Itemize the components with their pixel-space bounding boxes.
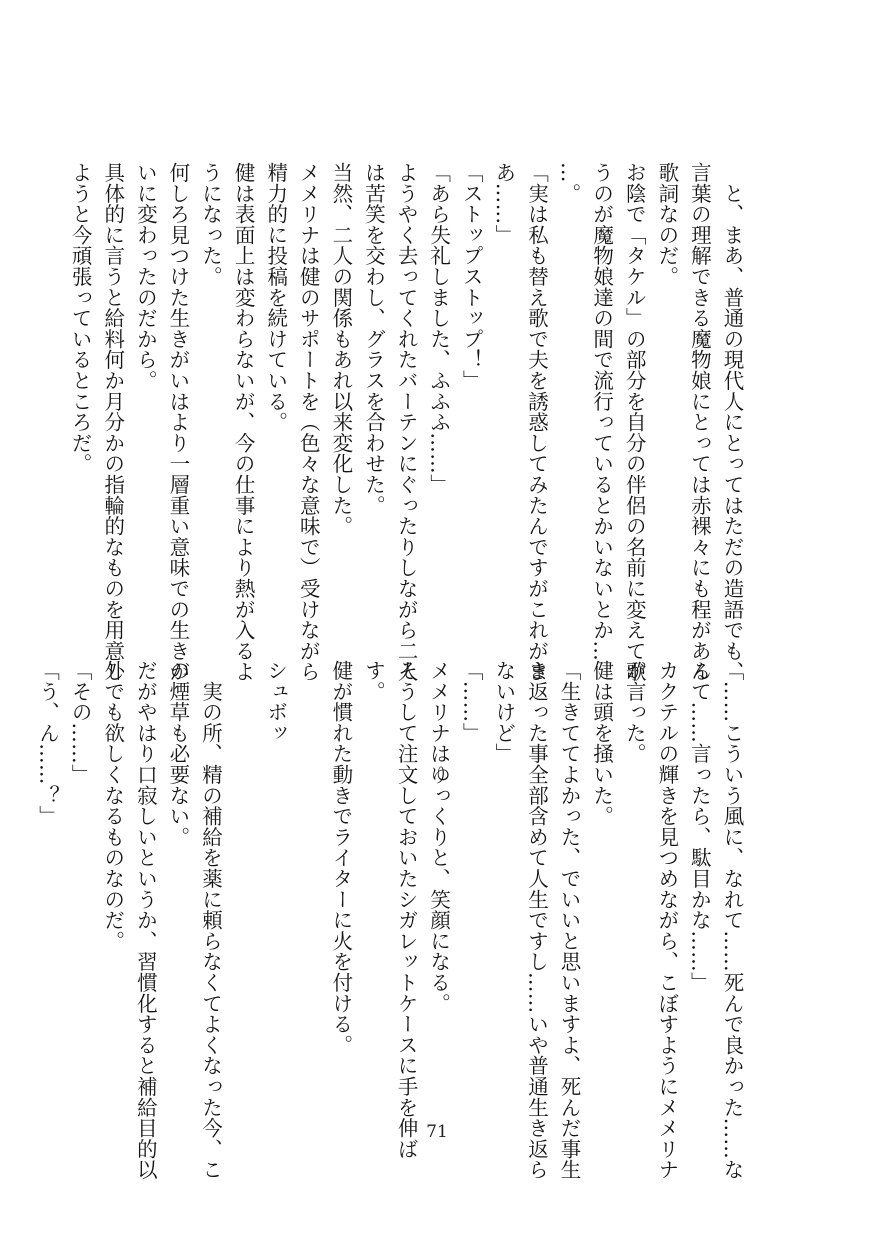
text-line: いに変わったのだから。 (133, 162, 158, 391)
text-line: 「……こういう風に、なれて……死んで良かった……な (720, 660, 744, 1180)
text-line: 「あら失礼しました、ふふふ……」 (426, 162, 451, 495)
text-line: ようやく去ってくれたバーテンにぐったりしながら二人 (394, 162, 419, 682)
text-line: そうして注文しておいたシガレットケースに手を伸ば (394, 660, 419, 1160)
text-line: メメリナは健のサポートを（色々な意味で）受けながら (296, 162, 321, 682)
text-line: ないけど」 (491, 660, 516, 764)
text-line: 健は表面上は変わらないが、今の仕事により熱が入るよ (231, 162, 256, 682)
blank-line (227, 660, 260, 1100)
blank-line (292, 660, 325, 1100)
text-line: カクテルの輝きを見つめながら、こぼすようにメメリナ (654, 660, 679, 1180)
text-line: 健は頭を掻いた。 (589, 660, 614, 827)
text-line: 「う、ん……？」 (35, 660, 60, 827)
text-line: は苦笑を交わし、グラスを合わせた。 (361, 162, 386, 516)
text-line: お陰で「タケル」の部分を自分の伴侶の名前に変えて歌 (622, 162, 647, 682)
text-line: が言った。 (622, 660, 647, 764)
text-line: 「実は私も替え歌で夫を誘惑してみたんですがこれがま (524, 162, 549, 682)
text-line: 外でも欲しくなるものなのだ。 (100, 660, 125, 952)
text-line: あ……」 (491, 162, 516, 246)
text-line: 言葉の理解できる魔物娘にとっては赤裸々にも程がある (687, 162, 712, 682)
text-line: 何しろ見つけた生きがいはより一層重い意味での生きが (165, 162, 190, 682)
text-line: 実の所、精の補給を薬に頼らなくてよくなった今、こ (198, 660, 223, 1180)
text-line: …。 (557, 162, 582, 204)
text-line: す。 (361, 660, 386, 702)
text-line: 「ストップストップ！」 (459, 162, 484, 391)
text-line: シュボッ (263, 660, 288, 744)
text-line: 「生きててよかった、でいいと思いますよ、死んだ事生 (557, 660, 582, 1180)
text-line: 具体的に言うと給料何か月分かの指輪的なものを用意し (100, 162, 125, 682)
text-line: うのが魔物娘達の間で流行っているとかいないとか… (589, 162, 614, 662)
text-line: 「その……」 (68, 660, 93, 785)
text-line: だがやはり口寂しいというか、習慣化すると補給目的以 (133, 660, 158, 1180)
text-line: 健が慣れた動きでライターに火を付ける。 (328, 660, 353, 1056)
text-line: 「……」 (459, 660, 484, 744)
text-block-upper (68, 162, 748, 682)
text-line: うになった。 (198, 162, 223, 287)
text-line: と、まあ、普通の現代人にとってはただの造語でも、 (720, 162, 744, 682)
text-line: き返った事全部含めて人生ですし……いや普通生き返ら (524, 660, 549, 1180)
text-line: 精力的に投稿を続けている。 (263, 162, 288, 433)
text-line: の煙草も必要ない。 (165, 660, 190, 848)
page-number: 71 (426, 1122, 448, 1142)
text-line: 歌詞なのだ。 (654, 162, 679, 287)
text-line: んて……言ったら、駄目かな……」 (687, 660, 712, 993)
text-line: 当然、二人の関係もあれ以来変化した。 (328, 162, 353, 537)
text-line: ようと今頑張っているところだ。 (68, 162, 93, 474)
text-line: メメリナはゆっくりと、笑顔になる。 (426, 660, 451, 1014)
